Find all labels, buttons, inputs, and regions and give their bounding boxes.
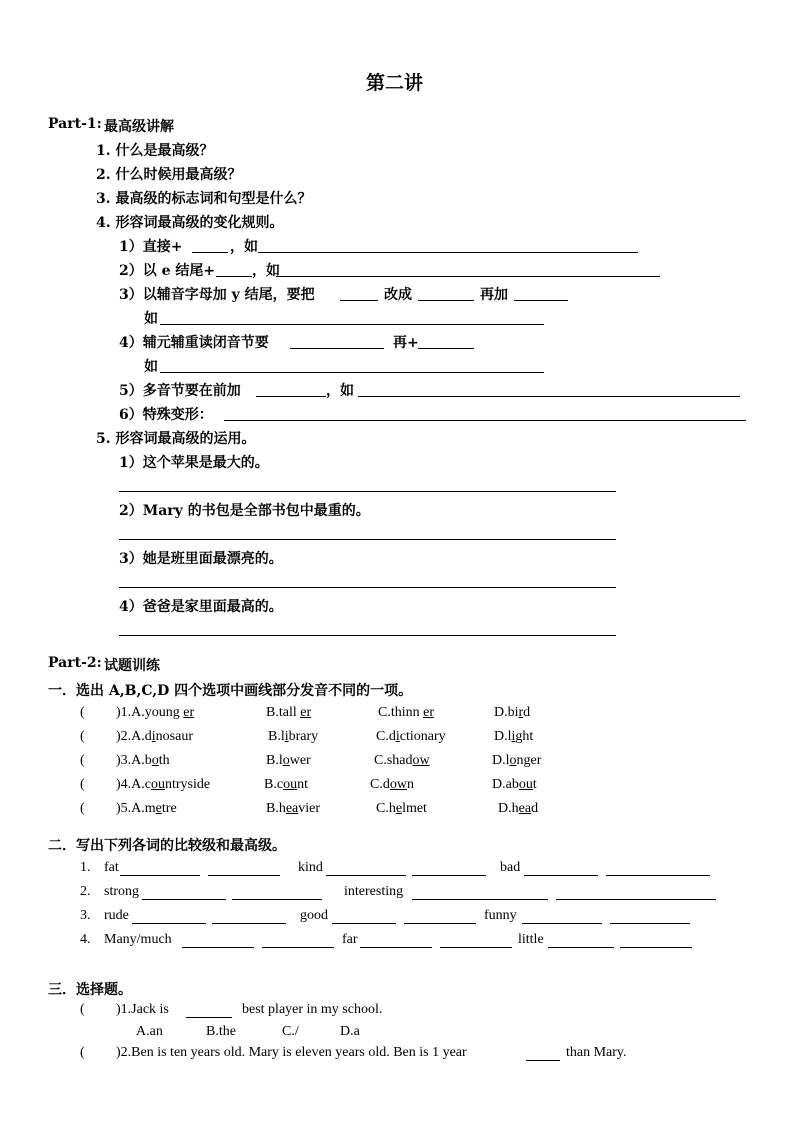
phonics-option-b[interactable]: B.count: [264, 777, 308, 792]
phonics-option-a[interactable]: )5.A.metre: [116, 801, 177, 816]
rule-4-example-blank[interactable]: [160, 372, 544, 373]
word-row-number: 3.: [80, 908, 91, 923]
rule-1-example-blank[interactable]: [258, 252, 638, 253]
rule-5-example-blank[interactable]: [358, 396, 740, 397]
rule-4-plus: 再+: [393, 335, 419, 351]
word-row-number: 1.: [80, 860, 91, 875]
sentence-4: 4）爸爸是家里面最高的。: [119, 599, 283, 615]
sentence-2-answer[interactable]: [119, 539, 616, 540]
phonics-option-d[interactable]: D.about: [492, 777, 537, 792]
word-interesting: interesting: [344, 884, 404, 899]
sentence-2: 2）Mary 的书包是全部书包中最重的。: [119, 503, 370, 519]
answer-paren[interactable]: (: [80, 1002, 85, 1017]
many-comparative-blank[interactable]: [182, 947, 254, 948]
sentence-3-answer[interactable]: [119, 587, 616, 588]
phonics-option-c[interactable]: C.helmet: [376, 801, 427, 816]
word-funny: funny: [484, 908, 517, 923]
answer-paren[interactable]: (: [80, 1045, 85, 1060]
phonics-option-d[interactable]: D.light: [494, 729, 534, 744]
word-many-much: Many/much: [104, 932, 172, 947]
rule-6-label: 6）特殊变形：: [119, 407, 213, 423]
rule-5-eg: ，如: [326, 383, 354, 399]
rule-4-eg: 如: [144, 359, 158, 375]
mc-question-2-blank[interactable]: [526, 1060, 560, 1061]
rule-2-eg: ，如: [252, 263, 280, 279]
mc-option-b[interactable]: B.the: [206, 1024, 236, 1039]
word-row-number: 4.: [80, 932, 91, 947]
mc-question-1: )1.Jack is: [116, 1002, 169, 1017]
many-superlative-blank[interactable]: [262, 947, 334, 948]
section-1-title: 一．选出 A,B,C,D 四个选项中画线部分发音不同的一项。: [48, 683, 413, 699]
rule-3-eg: 如: [144, 311, 158, 327]
rule-3-blank-c[interactable]: [514, 300, 568, 301]
rule-6-blank[interactable]: [224, 420, 746, 421]
phonics-option-c[interactable]: C.shadow: [374, 753, 430, 768]
word-kind: kind: [298, 860, 323, 875]
phonics-option-a[interactable]: )4.A.countryside: [116, 777, 211, 792]
phonics-option-c[interactable]: C.dictionary: [376, 729, 446, 744]
part2-heading: 试题训练: [104, 658, 160, 674]
mc-option-d[interactable]: D.a: [340, 1024, 360, 1039]
little-superlative-blank[interactable]: [620, 947, 692, 948]
answer-paren[interactable]: (: [80, 753, 85, 768]
rule-3-blank-b[interactable]: [418, 300, 474, 301]
sentence-1: 1）这个苹果是最大的。: [119, 455, 269, 471]
phonics-option-a[interactable]: )1.A.young er: [116, 705, 195, 720]
answer-paren[interactable]: (: [80, 777, 85, 792]
phonics-option-d[interactable]: D.longer: [492, 753, 542, 768]
phonics-option-a[interactable]: )2.A.dinosaur: [116, 729, 193, 744]
part2-label: Part-2:: [48, 655, 102, 671]
word-bad: bad: [500, 860, 521, 875]
rule-1-blank[interactable]: [192, 252, 228, 253]
bad-comparative-blank[interactable]: [524, 875, 598, 876]
part1-heading: 最高级讲解: [104, 119, 174, 135]
rule-4-label: 4）辅元辅重读闭音节要: [119, 335, 269, 351]
mc-option-c[interactable]: C./: [282, 1024, 299, 1039]
fat-comparative-blank[interactable]: [120, 875, 200, 876]
word-good: good: [300, 908, 328, 923]
section-3-title: 三．选择题。: [48, 982, 132, 998]
sentence-4-answer[interactable]: [119, 635, 616, 636]
phonics-row: [80, 705, 85, 721]
word-far: far: [342, 932, 358, 947]
rude-superlative-blank[interactable]: [212, 923, 286, 924]
rule-4-blank-a[interactable]: [290, 348, 384, 349]
answer-paren[interactable]: (: [80, 729, 85, 744]
bad-superlative-blank[interactable]: [606, 875, 710, 876]
phonics-option-d[interactable]: D.head: [498, 801, 539, 816]
word-strong: strong: [104, 884, 139, 899]
phonics-option-b[interactable]: B.library: [268, 729, 319, 744]
interesting-superlative-blank[interactable]: [556, 899, 716, 900]
question-3: 3. 最高级的标志词和句型是什么？: [96, 191, 312, 207]
word-rude: rude: [104, 908, 129, 923]
far-comparative-blank[interactable]: [360, 947, 432, 948]
section-2-title: 二．写出下列各词的比较级和最高级。: [48, 838, 286, 854]
little-comparative-blank[interactable]: [548, 947, 614, 948]
kind-superlative-blank[interactable]: [412, 875, 486, 876]
rule-3-change: 改成: [384, 287, 412, 303]
sentence-3: 3）她是班里面最漂亮的。: [119, 551, 283, 567]
rule-3-add: 再加: [480, 287, 508, 303]
funny-comparative-blank[interactable]: [522, 923, 602, 924]
rule-2-blank[interactable]: [216, 276, 252, 277]
rule-3-example-blank[interactable]: [160, 324, 544, 325]
rule-2-example-blank[interactable]: [276, 276, 660, 277]
mc-option-a[interactable]: A.an: [136, 1024, 163, 1039]
rule-3-label: 3）以辅音字母加 y 结尾，要把: [119, 287, 315, 303]
mc-question-1-blank[interactable]: [186, 1017, 232, 1018]
fat-superlative-blank[interactable]: [208, 875, 280, 876]
word-row-number: 2.: [80, 884, 91, 899]
phonics-option-c[interactable]: C.down: [370, 777, 414, 792]
rule-1-label: 1）直接+: [119, 239, 183, 255]
good-superlative-blank[interactable]: [404, 923, 476, 924]
sentence-1-answer[interactable]: [119, 491, 616, 492]
funny-superlative-blank[interactable]: [610, 923, 690, 924]
phonics-option-b[interactable]: B.heavier: [266, 801, 321, 816]
answer-paren[interactable]: (: [80, 801, 85, 816]
kind-comparative-blank[interactable]: [326, 875, 406, 876]
word-fat: fat: [104, 860, 119, 875]
interesting-comparative-blank[interactable]: [412, 899, 548, 900]
question-2: 2. 什么时候用最高级？: [96, 167, 242, 183]
good-comparative-blank[interactable]: [332, 923, 396, 924]
mc-question-2: )2.Ben is ten years old. Mary is eleven years old. Ben is 1 year: [116, 1045, 467, 1060]
rule-2-label: 2）以 e 结尾+: [119, 263, 216, 279]
question-5: 5. 形容词最高级的运用。: [96, 431, 256, 447]
strong-superlative-blank[interactable]: [232, 899, 322, 900]
phonics-option-a[interactable]: )3.A.both: [116, 753, 170, 768]
rude-comparative-blank[interactable]: [132, 923, 206, 924]
mc-question-1-rest: best player in my school.: [242, 1002, 383, 1017]
strong-comparative-blank[interactable]: [142, 899, 226, 900]
phonics-option-c[interactable]: C.thinn er: [378, 705, 435, 720]
mc-question-2-rest: than Mary.: [566, 1045, 627, 1060]
rule-3-blank-a[interactable]: [340, 300, 378, 301]
rule-4-blank-b[interactable]: [418, 348, 474, 349]
rule-5-blank[interactable]: [256, 396, 326, 397]
phonics-option-b[interactable]: B.tall er: [266, 705, 312, 720]
question-4: 4. 形容词最高级的变化规则。: [96, 215, 284, 231]
far-superlative-blank[interactable]: [440, 947, 512, 948]
question-1: 1. 什么是最高级？: [96, 143, 214, 159]
rule-5-label: 5）多音节要在前加: [119, 383, 241, 399]
rule-1-eg: ，如: [230, 239, 258, 255]
phonics-option-d[interactable]: D.bird: [494, 705, 531, 720]
part1-label: Part-1:: [48, 116, 102, 132]
phonics-option-b[interactable]: B.lower: [266, 753, 311, 768]
answer-paren[interactable]: (: [80, 705, 85, 720]
page-title: 第二讲: [366, 72, 424, 94]
word-little: little: [518, 932, 544, 947]
